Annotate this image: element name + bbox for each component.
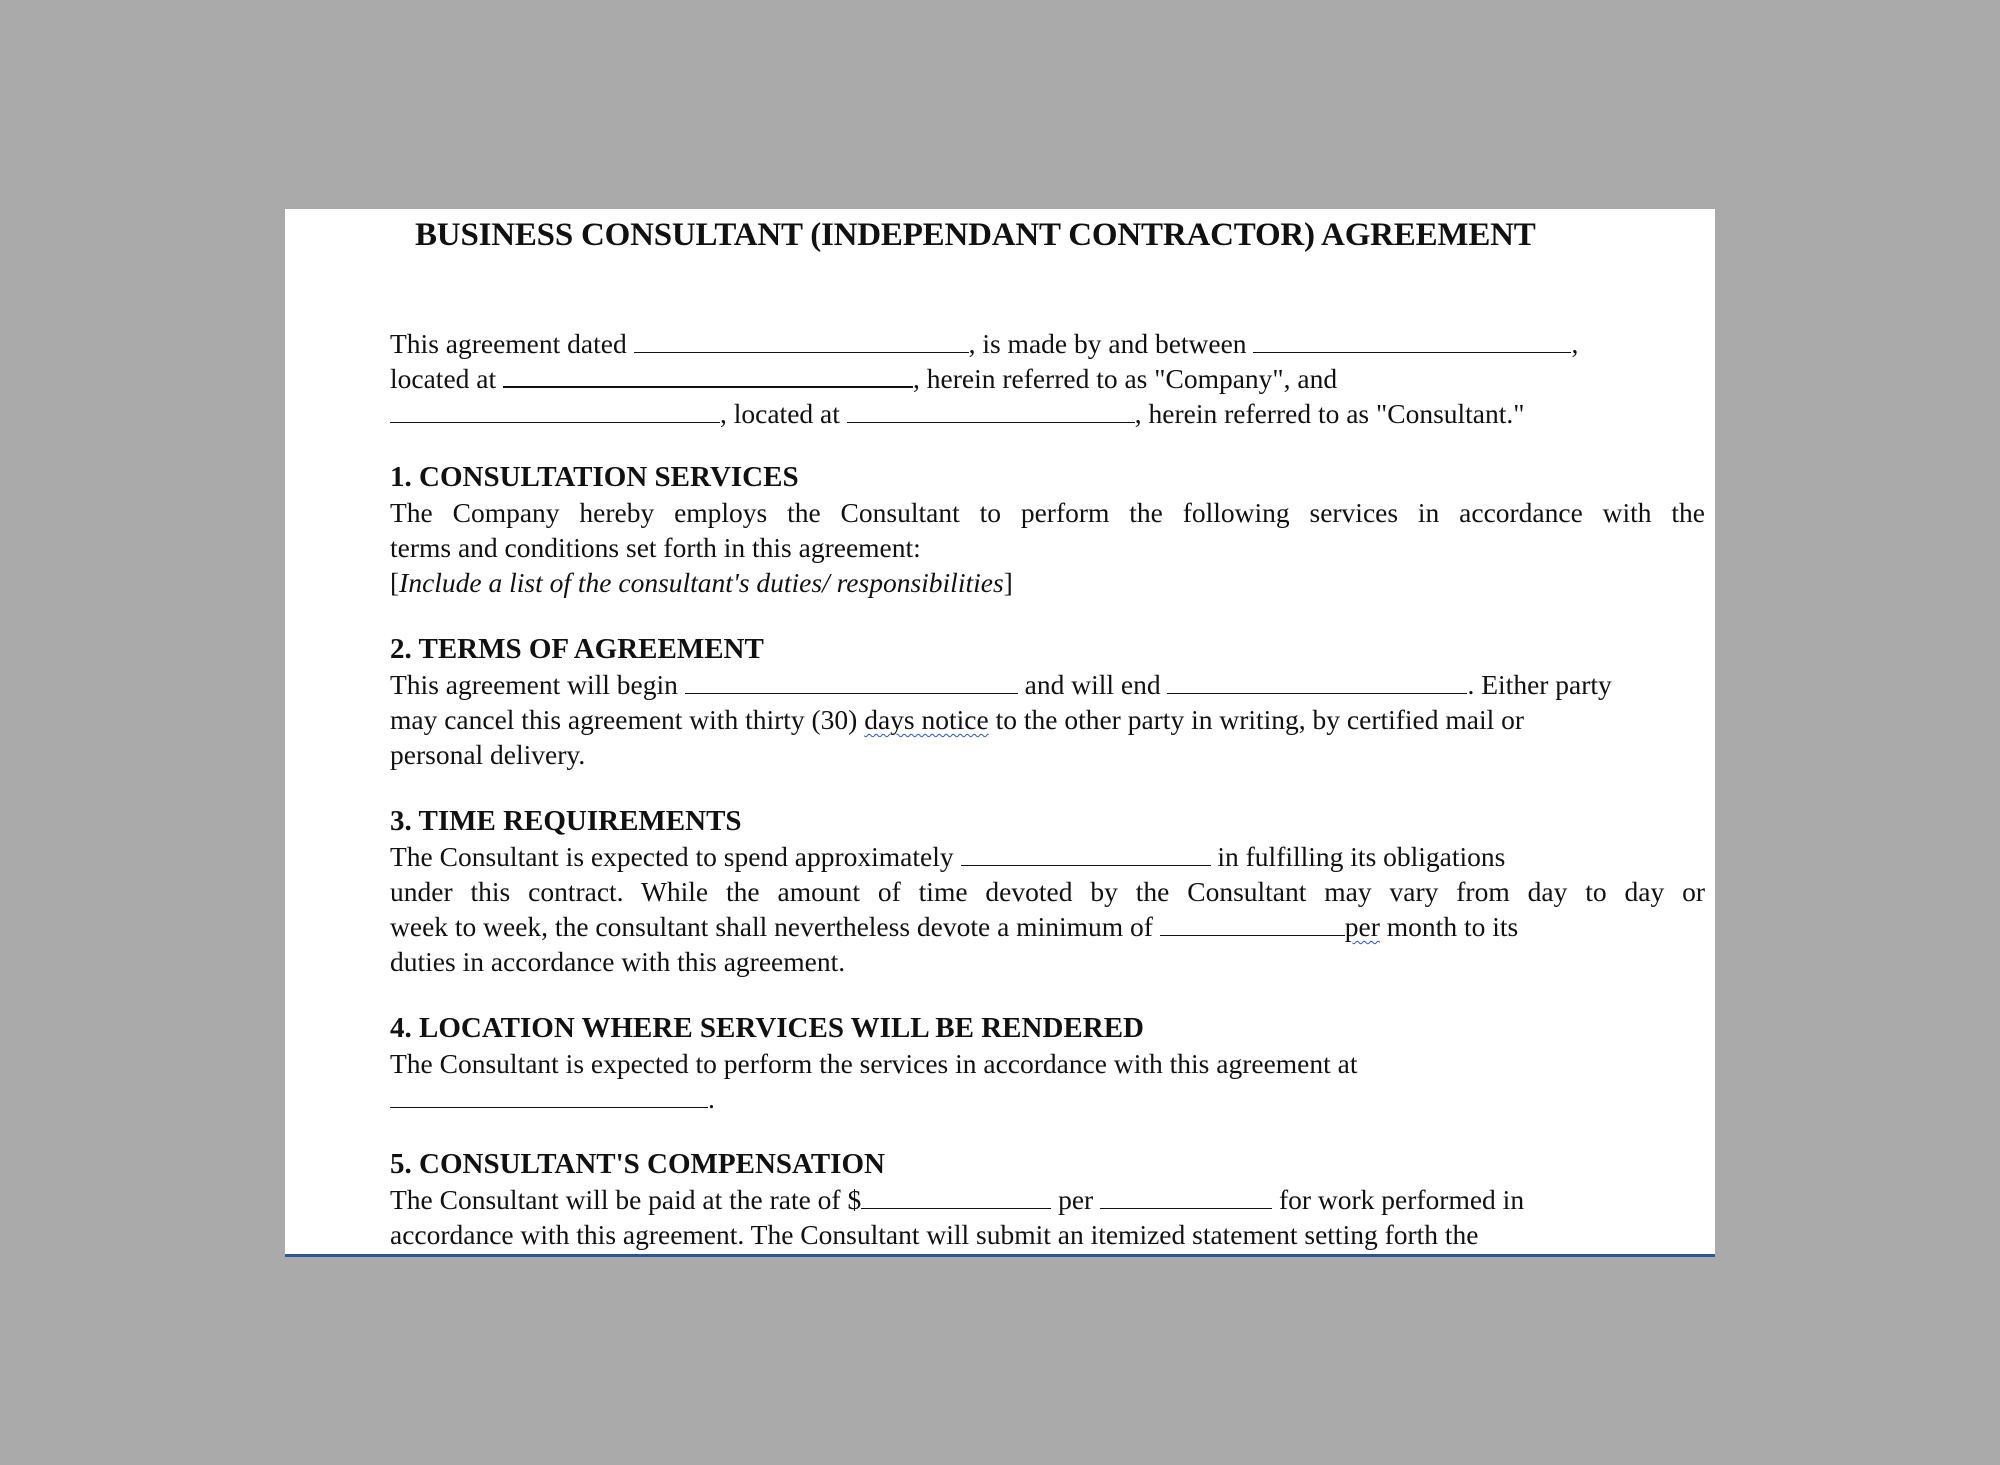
section-2-line-2: may cancel this agreement with thirty (30) days notice to the other party in writing, by certified mail or <box>390 704 1525 735</box>
intro-paragraph <box>390 326 1705 431</box>
section-2-heading: 2. TERMS OF AGREEMENT <box>390 633 764 665</box>
section-2-line-3: personal delivery. <box>390 739 586 770</box>
section-terms-of-agreement <box>390 631 1705 772</box>
company-name-blank[interactable] <box>1253 330 1571 353</box>
location-blank[interactable] <box>390 1085 708 1108</box>
time-amount-blank[interactable] <box>961 843 1211 866</box>
section-3-line-4: duties in accordance with this agreement. <box>390 946 846 977</box>
minimum-time-blank[interactable] <box>1160 913 1345 936</box>
rate-blank[interactable] <box>861 1186 1051 1209</box>
section-1-line-1: The Company hereby employs the Consultant to perform the following services in accordance with the <box>390 497 1705 528</box>
section-compensation <box>390 1146 1705 1252</box>
start-date-blank[interactable] <box>685 671 1018 694</box>
consultant-name-blank[interactable] <box>390 400 720 423</box>
section-3-line-1: The Consultant is expected to spend approximately in fulfilling its obligations <box>390 841 1506 872</box>
company-address-blank[interactable] <box>503 364 913 388</box>
section-2-line-1: This agreement will begin and will end . Either party <box>390 669 1612 700</box>
grammar-flag-per[interactable]: per <box>1344 911 1380 942</box>
section-1-heading: 1. CONSULTATION SERVICES <box>390 461 799 493</box>
section-5-heading: 5. CONSULTANT'S COMPENSATION <box>390 1148 885 1180</box>
document-page <box>285 209 1715 1257</box>
section-1-line-2: terms and conditions set forth in this agreement: <box>390 532 921 563</box>
document-title: BUSINESS CONSULTANT (INDEPENDANT CONTRACTOR) AGREEMENT <box>415 217 1536 253</box>
intro-line-1: This agreement dated , is made by and between , <box>390 328 1579 359</box>
section-3-line-2: under this contract. While the amount of time devoted by the Consultant may vary from day to day or <box>390 876 1705 907</box>
section-4-heading: 4. LOCATION WHERE SERVICES WILL BE RENDERED <box>390 1012 1144 1044</box>
grammar-flag[interactable]: days notice <box>864 704 989 735</box>
consultant-address-blank[interactable] <box>847 400 1135 423</box>
section-location <box>390 1010 1705 1116</box>
end-date-blank[interactable] <box>1167 671 1467 694</box>
intro-line-3: , located at , herein referred to as "Consultant." <box>390 396 1705 431</box>
section-5-line-2: accordance with this agreement. The Consultant will submit an itemized statement setting forth the <box>390 1219 1479 1250</box>
section-3-heading: 3. TIME REQUIREMENTS <box>390 805 742 837</box>
date-blank[interactable] <box>634 330 969 353</box>
section-3-line-3: week to week, the consultant shall nevertheless devote a minimum of per month to its <box>390 911 1519 942</box>
duties-placeholder: Include a list of the consultant's duties/ responsibilities <box>399 567 1004 598</box>
section-time-requirements <box>390 803 1705 979</box>
section-consultation-services <box>390 459 1705 600</box>
rate-period-blank[interactable] <box>1100 1186 1272 1209</box>
section-1-line-3: [Include a list of the consultant's duties/ responsibilities] <box>390 567 1013 598</box>
section-4-line-2: . <box>390 1081 1705 1116</box>
section-4-line-1: The Consultant is expected to perform the services in accordance with this agreement at <box>390 1048 1358 1079</box>
intro-line-2: located at , herein referred to as "Company", and <box>390 363 1338 394</box>
section-5-line-1: The Consultant will be paid at the rate of $ per for work performed in <box>390 1184 1525 1215</box>
